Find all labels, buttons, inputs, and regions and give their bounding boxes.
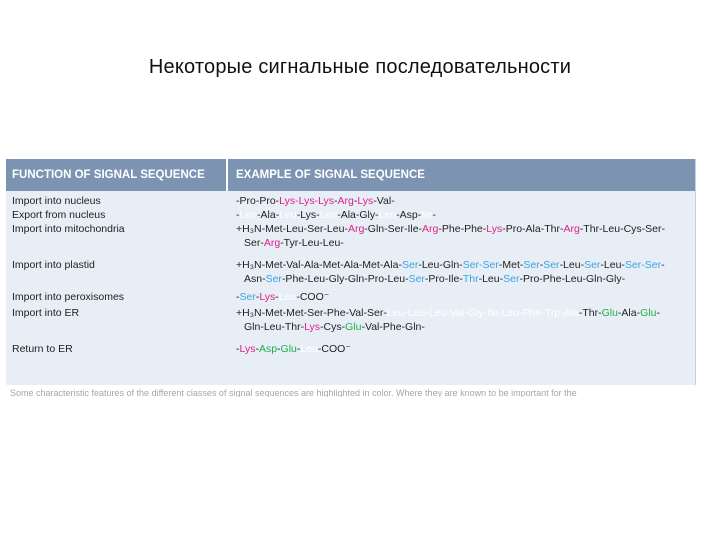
table-row bbox=[6, 290, 695, 304]
signal-function: Import into nucleus bbox=[12, 195, 101, 207]
sequence-line bbox=[236, 306, 689, 320]
sequence-segment: Ser bbox=[584, 259, 601, 271]
sequence-segment: Ser bbox=[543, 259, 560, 271]
sequence-segment: Leu bbox=[378, 209, 397, 221]
sequence-segment: - bbox=[539, 259, 544, 271]
sequence-segment: Asn- bbox=[244, 273, 266, 285]
sequence-segment: Glu bbox=[280, 343, 297, 355]
sequence-segment: -Gln-Ser-Ile- bbox=[364, 223, 423, 235]
signal-function: Import into ER bbox=[12, 307, 80, 319]
sequence-segment: - bbox=[236, 343, 240, 355]
sequence-segment: -Leu-Gln- bbox=[418, 259, 463, 271]
table-row bbox=[6, 306, 695, 334]
sequence-segment: Lys bbox=[239, 343, 256, 355]
header-function: FUNCTION OF SIGNAL SEQUENCE bbox=[6, 159, 228, 191]
sequence-segment: - bbox=[296, 343, 301, 355]
table-row bbox=[6, 194, 695, 208]
sequence-segment: Ser bbox=[408, 273, 425, 285]
sequence-segment: Glu bbox=[601, 307, 618, 319]
sequence-segment: -Cys- bbox=[320, 321, 346, 333]
sequence-segment: Ser bbox=[503, 273, 520, 285]
sequence-line bbox=[236, 272, 689, 286]
signal-sequence bbox=[228, 290, 695, 304]
sequence-segment: -Phe-Leu-Gly-Gln-Pro-Leu- bbox=[281, 273, 409, 285]
sequence-line bbox=[236, 194, 689, 208]
sequence-segment: Thr bbox=[462, 273, 479, 285]
sequence-segment: -Tyr-Leu-Leu- bbox=[280, 237, 344, 249]
sequence-segment: Arg bbox=[422, 223, 439, 235]
signal-sequence bbox=[228, 208, 695, 222]
sequence-segment: -Met- bbox=[498, 259, 524, 271]
signal-sequence bbox=[228, 194, 695, 208]
sequence-segment: -Ala- bbox=[257, 209, 280, 221]
signal-function: Export from nucleus bbox=[12, 209, 106, 221]
sequence-segment: Lys bbox=[304, 321, 321, 333]
signal-sequence bbox=[228, 342, 695, 356]
sequence-segment: - bbox=[656, 307, 660, 319]
table-row bbox=[6, 208, 695, 222]
sequence-segment: -Leu- bbox=[559, 259, 585, 271]
sequence-segment: Lys bbox=[486, 223, 503, 235]
table-header bbox=[6, 159, 695, 191]
sequence-segment: Gln-Leu-Thr- bbox=[244, 321, 305, 333]
sequence-line bbox=[236, 222, 689, 236]
sequence-segment: Arg bbox=[563, 223, 580, 235]
sequence-segment: - bbox=[255, 343, 259, 355]
sequence-segment: - bbox=[236, 291, 240, 303]
sequence-segment: -Lys- bbox=[296, 209, 320, 221]
sequence-segment: Ser-Ser bbox=[462, 259, 499, 271]
signal-function: Import into mitochondria bbox=[12, 223, 125, 235]
sequence-segment: +H₃N-Met-Leu-Ser-Leu- bbox=[236, 223, 348, 235]
sequence-segment: -Ala-Gly- bbox=[337, 209, 379, 221]
sequence-segment: -Pro-Ile- bbox=[424, 273, 463, 285]
sequence-segment: Lys bbox=[259, 291, 276, 303]
sequence-segment: Lys bbox=[357, 195, 374, 207]
sequence-segment: -Phe-Phe- bbox=[438, 223, 487, 235]
sequence-segment: -Pro-Ala-Thr- bbox=[502, 223, 564, 235]
sequence-line bbox=[236, 342, 689, 356]
sequence-segment: -Thr-Leu-Cys-Ser- bbox=[579, 223, 665, 235]
sequence-segment: Ser-Ser bbox=[624, 259, 662, 271]
signal-function: Import into plastid bbox=[12, 259, 95, 271]
sequence-segment: Glu bbox=[345, 321, 362, 333]
sequence-segment: -Val- bbox=[373, 195, 395, 207]
sequence-segment: Arg bbox=[347, 223, 365, 235]
table-row bbox=[6, 258, 695, 286]
signal-function: Import into peroxisomes bbox=[12, 291, 125, 303]
sequence-segment: -Val-Phe-Gln- bbox=[361, 321, 425, 333]
sequence-segment: Ser bbox=[401, 259, 419, 271]
signal-sequence-table bbox=[6, 159, 696, 385]
sequence-segment: Leu bbox=[239, 209, 258, 221]
table-row bbox=[6, 342, 695, 356]
sequence-segment: - bbox=[277, 343, 281, 355]
sequence-line bbox=[236, 208, 689, 222]
sequence-line bbox=[236, 290, 689, 304]
sequence-segment: Ser bbox=[523, 259, 540, 271]
sequence-segment: -Pro-Phe-Leu-Gln-Gly- bbox=[519, 273, 626, 285]
signal-sequence bbox=[228, 222, 695, 250]
sequence-segment: Leu bbox=[319, 209, 338, 221]
sequence-segment: Arg bbox=[263, 237, 281, 249]
sequence-segment: - bbox=[432, 209, 436, 221]
sequence-segment: +H₃N-Met-Met-Ser-Phe-Val-Ser- bbox=[236, 307, 387, 319]
sequence-segment: +H₃N-Met-Val-Ala-Met-Ala-Met-Ala- bbox=[236, 259, 402, 271]
sequence-segment: Ser- bbox=[244, 237, 264, 249]
sequence-segment: -Ala- bbox=[617, 307, 641, 319]
sequence-segment: -Leu- bbox=[478, 273, 504, 285]
sequence-line bbox=[236, 258, 689, 272]
table-row bbox=[6, 222, 695, 250]
sequence-segment: -COO⁻ bbox=[296, 291, 330, 303]
sequence-segment: -Asp- bbox=[396, 209, 422, 221]
sequence-line bbox=[236, 236, 689, 250]
sequence-segment: - bbox=[334, 195, 338, 207]
slide-title: Некоторые сигнальные последовательности bbox=[148, 56, 572, 78]
sequence-segment: -Leu- bbox=[600, 259, 625, 271]
sequence-segment: Leu bbox=[278, 291, 297, 303]
sequence-segment: - bbox=[275, 291, 279, 303]
sequence-segment: -Pro-Pro- bbox=[236, 195, 280, 207]
table-body bbox=[6, 191, 695, 356]
sequence-segment: Ile bbox=[421, 209, 433, 221]
sequence-segment: Arg bbox=[337, 195, 354, 207]
sequence-segment: Leu-Leu-Leu-Val-Gly-Ile-Leu-Phe-Trp-Ala bbox=[386, 307, 579, 319]
sequence-segment: - bbox=[661, 259, 665, 271]
sequence-segment: Lys-Lys-Lys bbox=[279, 195, 335, 207]
sequence-line bbox=[236, 320, 689, 334]
signal-sequence bbox=[228, 258, 695, 286]
sequence-segment: - bbox=[236, 209, 240, 221]
sequence-segment: -Thr- bbox=[578, 307, 602, 319]
sequence-segment: - bbox=[353, 195, 358, 207]
table-caption: Some characteristic features of the different classes of signal sequences are highlighted in color. Where they are known to be important for the bbox=[10, 389, 577, 397]
sequence-segment: - bbox=[255, 291, 260, 303]
signal-sequence bbox=[228, 306, 695, 334]
sequence-segment: Ser bbox=[265, 273, 282, 285]
sequence-segment: -COO⁻ bbox=[317, 343, 351, 355]
sequence-segment: Leu bbox=[300, 343, 318, 355]
signal-function: Return to ER bbox=[12, 343, 73, 355]
sequence-segment: Glu bbox=[640, 307, 657, 319]
header-example: EXAMPLE OF SIGNAL SEQUENCE bbox=[236, 169, 425, 181]
sequence-segment: Ser bbox=[239, 291, 256, 303]
sequence-segment: Asp bbox=[258, 343, 278, 355]
sequence-segment: Leu bbox=[279, 209, 297, 221]
